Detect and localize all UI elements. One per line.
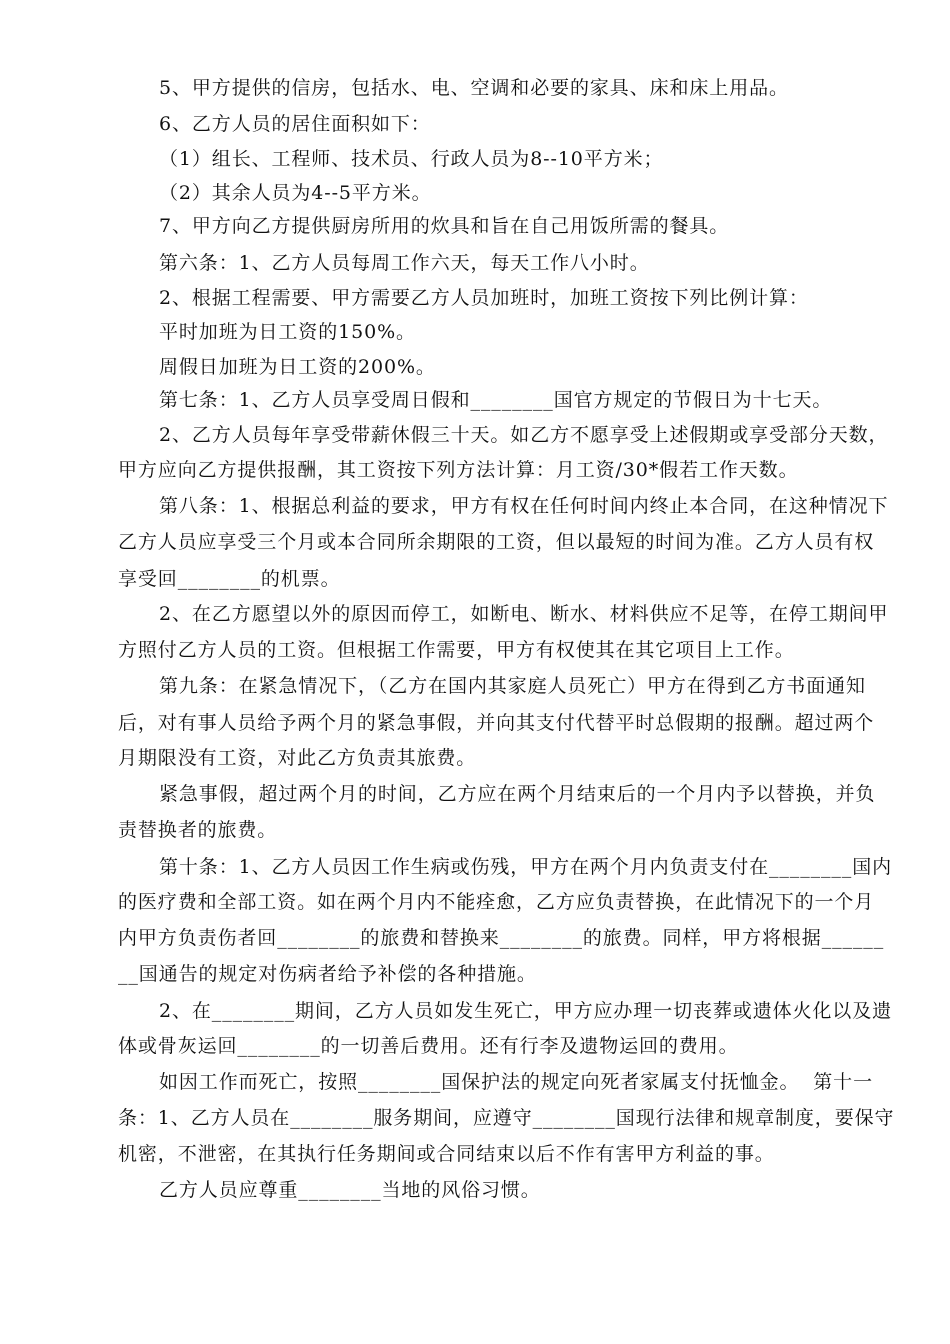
text-line: 体或骨灰运回________的一切善后费用。还有行李及遗物运回的费用。 [118, 1035, 739, 1057]
text-line: 月期限没有工资，对此乙方负责其旅费。 [118, 747, 477, 769]
text-line: 2、乙方人员每年享受带薪休假三十天。如乙方不愿享受上述假期或享受部分天数， [159, 424, 889, 446]
text-line: __国通告的规定对伤病者给予补偿的各种措施。 [118, 963, 537, 985]
text-line: （2）其余人员为4--5平方米。 [159, 182, 432, 204]
text-line: 5、甲方提供的信房，包括水、电、空调和必要的家具、床和床上用品。 [159, 77, 789, 99]
text-line: （1）组长、工程师、技术员、行政人员为8--10平方米； [159, 148, 664, 170]
text-line: 享受回________的机票。 [118, 568, 341, 590]
text-line: 机密，不泄密，在其执行任务期间或合同结束以后不作有害甲方利益的事。 [118, 1143, 775, 1165]
text-line: 如因工作而死亡，按照________国保护法的规定向死者家属支付抚恤金。 第十一 [159, 1071, 873, 1093]
text-line: 乙方人员应享受三个月或本合同所余期限的工资，但以最短的时间为准。乙方人员有权 [118, 531, 875, 553]
text-line: 周假日加班为日工资的200%。 [159, 356, 436, 378]
text-line: 7、甲方向乙方提供厨房所用的炊具和旨在自己用饭所需的餐具。 [159, 215, 730, 237]
text-line: 第六条：1、乙方人员每周工作六天，每天工作八小时。 [159, 252, 650, 274]
text-line: 紧急事假，超过两个月的时间，乙方应在两个月结束后的一个月内予以替换，并负 [159, 783, 876, 805]
text-line: 6、乙方人员的居住面积如下： [159, 113, 431, 135]
text-line: 第七条：1、乙方人员享受周日假和________国官方规定的节假日为十七天。 [159, 389, 833, 411]
text-line: 第十条：1、乙方人员因工作生病或伤残，甲方在两个月内负责支付在________国内 [159, 856, 892, 878]
text-line: 方照付乙方人员的工资。但根据工作需要，甲方有权使其在其它项目上工作。 [118, 639, 795, 661]
text-line: 条：1、乙方人员在________服务期间，应遵守________国现行法律和规章制度，要保守 [118, 1107, 895, 1129]
text-line: 第九条：在紧急情况下，（乙方在国内其家庭人员死亡）甲方在得到乙方书面通知 [159, 675, 866, 697]
text-line: 2、在乙方愿望以外的原因而停工，如断电、断水、材料供应不足等，在停工期间甲 [159, 603, 889, 625]
text-line: 甲方应向乙方提供报酬，其工资按下列方法计算：月工资/30*假若工作天数。 [118, 459, 799, 481]
text-line: 责替换者的旅费。 [118, 819, 278, 841]
text-line: 第八条：1、根据总利益的要求，甲方有权在任何时间内终止本合同，在这种情况下 [159, 495, 889, 517]
text-line: 乙方人员应尊重________当地的风俗习惯。 [159, 1179, 541, 1201]
text-line: 2、在________期间，乙方人员如发生死亡，甲方应办理一切丧葬或遗体火化以及遗 [159, 1000, 892, 1022]
text-line: 后，对有事人员给予两个月的紧急事假，并向其支付代替平时总假期的报酬。超过两个 [118, 712, 875, 734]
text-line: 2、根据工程需要、甲方需要乙方人员加班时，加班工资按下列比例计算： [159, 287, 809, 309]
text-line: 平时加班为日工资的150%。 [159, 321, 416, 343]
text-line: 内甲方负责伤者回________的旅费和替换来________的旅费。同样，甲方将根据______ [118, 927, 885, 949]
text-line: 的医疗费和全部工资。如在两个月内不能痊愈，乙方应负责替换，在此情况下的一个月 [118, 891, 875, 913]
